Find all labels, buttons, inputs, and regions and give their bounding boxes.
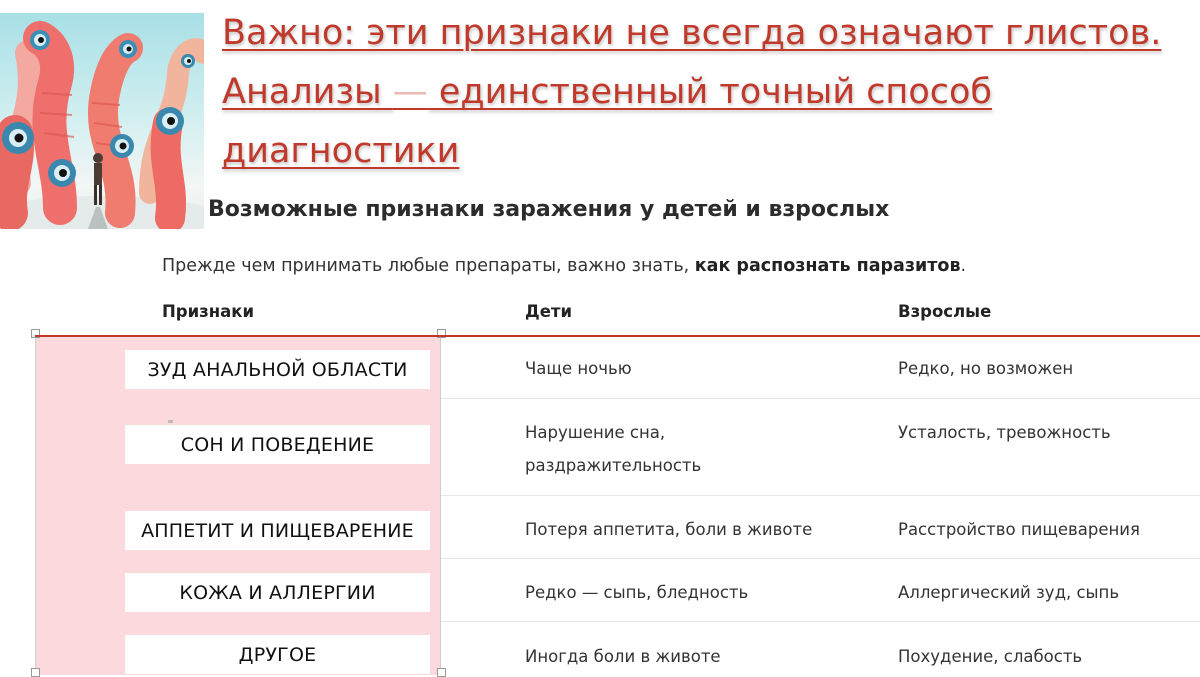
headline-link[interactable]	[222, 4, 1182, 181]
section-title: Возможные признаки заражения у детей и взрослых	[208, 197, 890, 222]
sign-label-appetite: АППЕТИТ И ПИЩЕВАРЕНИЕ	[125, 511, 430, 550]
intro-text	[162, 256, 966, 276]
sign-label-other: ДРУГОЕ	[125, 635, 430, 674]
headline-line-1: Важно: эти признаки не всегда означают глистов.	[222, 13, 1162, 53]
intro-end: .	[960, 256, 967, 276]
cell-adults-skin: Аллергический зуд, сыпь	[898, 583, 1120, 602]
row-divider	[441, 495, 1200, 496]
cell-children-sleep-1: Нарушение сна,	[525, 423, 666, 442]
header-divider	[35, 335, 1200, 337]
cell-children-appetite: Потеря аппетита, боли в животе	[525, 520, 813, 539]
sign-label-itch: ЗУД АНАЛЬНОЙ ОБЛАСТИ	[125, 350, 430, 389]
intro-bold: как распознать паразитов	[694, 256, 961, 276]
row-divider	[441, 558, 1200, 559]
sign-label-sleep: СОН И ПОВЕДЕНИЕ	[125, 425, 430, 464]
row-divider	[441, 398, 1200, 399]
divider-fragment	[168, 420, 173, 423]
cell-adults-other: Похудение, слабость	[898, 647, 1083, 666]
resize-handle-bottom-right[interactable]	[437, 668, 446, 677]
headline-line-2b: единственный точный способ	[427, 72, 992, 112]
cell-children-skin: Редко — сыпь, бледность	[525, 583, 749, 602]
intro-plain: Прежде чем принимать любые препараты, важно знать,	[162, 256, 695, 276]
cell-children-sleep-2: раздражительность	[525, 456, 702, 475]
cell-adults-appetite: Расстройство пищеварения	[898, 520, 1140, 539]
cell-children-itch: Чаще ночью	[525, 359, 632, 378]
cell-adults-sleep: Усталость, тревожность	[898, 423, 1111, 442]
table-header-children: Дети	[525, 302, 573, 321]
resize-handle-bottom-left[interactable]	[31, 668, 40, 677]
cell-adults-itch: Редко, но возможен	[898, 359, 1074, 378]
table-header-adults: Взрослые	[898, 302, 992, 321]
cell-children-other: Иногда боли в животе	[525, 647, 721, 666]
headline-line-2a: Анализы	[222, 72, 393, 112]
cartoon-worms-illustration	[0, 13, 204, 229]
headline-dash: —	[392, 72, 428, 112]
row-divider	[441, 621, 1200, 622]
sign-label-skin: КОЖА И АЛЛЕРГИИ	[125, 573, 430, 612]
table-header-signs: Признаки	[162, 302, 255, 321]
headline-line-3: диагностики	[222, 131, 460, 171]
